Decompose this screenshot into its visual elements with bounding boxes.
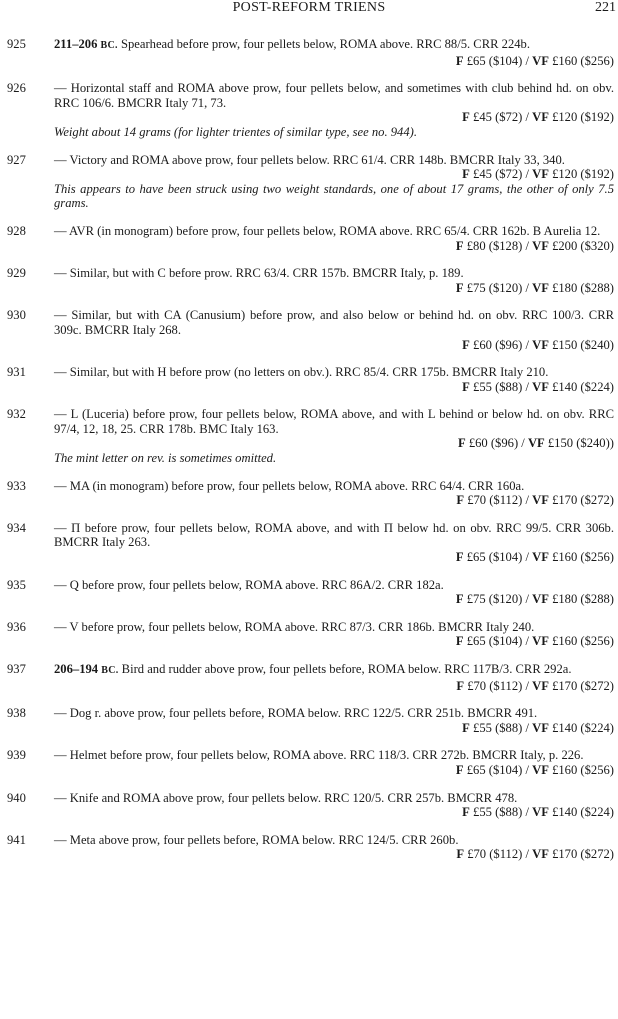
entry-note: The mint letter on rev. is sometimes omitted.	[54, 451, 277, 466]
era-label: BC.	[100, 40, 118, 51]
entry-number: 925	[7, 37, 26, 51]
entry-price: F £55 ($88) / VF £140 ($224)	[462, 805, 614, 820]
entry-body	[54, 365, 614, 394]
entry-description: — Similar, but with C before prow. RRC 63/4. CRR 157b. BMCRR Italy, p. 189.	[54, 266, 464, 281]
entry-price: F £65 ($104) / VF £160 ($256)	[455, 634, 614, 649]
entry-price: F £70 ($112) / VF £170 ($272)	[456, 493, 614, 508]
entry-description: — Q before prow, four pellets below, ROMA above. RRC 86A/2. CRR 182a.	[54, 577, 444, 592]
entry	[0, 706, 618, 735]
entry-body	[54, 620, 614, 649]
entry-number: 929	[7, 266, 26, 281]
entry-price: F £70 ($112) / VF £170 ($272)	[456, 678, 614, 693]
entry-body	[54, 266, 614, 295]
entry	[0, 748, 618, 777]
entry-price: F £65 ($104) / VF £160 ($256)	[455, 762, 614, 777]
entry-note: This appears to have been struck using two weight standards, one of about 17 grams, the other of only 7.5 grams.	[54, 181, 614, 211]
entry-description: — Horizontal staff and ROMA above prow, four pellets below, and sometimes with club behind hd. on obv. RRC 106/6. BMCRR Italy 71, 73.	[54, 81, 614, 110]
entry-description: — L (Luceria) before prow, four pellets below, ROMA above, and with L behind or below hd. on obv. RRC 97/4, 12, 18, 25. CRR 178b. BMC Italy 163.	[54, 407, 614, 436]
page-title: POST-REFORM TRIENS	[232, 0, 386, 15]
entry	[0, 662, 618, 693]
entry-price: F £60 ($96) / VF £150 ($240))	[457, 436, 614, 451]
entry	[0, 81, 618, 139]
entry-body	[54, 748, 614, 777]
entry-description: — Victory and ROMA above prow, four pellets below. RRC 61/4. CRR 148b. BMCRR Italy 33, 340.	[54, 152, 565, 167]
entry-description: — Dog r. above prow, four pellets before, ROMA below. RRC 122/5. CRR 251b. BMCRR 491.	[54, 706, 538, 721]
entry-number: 927	[7, 152, 26, 167]
entry-body	[54, 578, 614, 607]
entry-number: 926	[7, 81, 26, 96]
entry-number: 939	[7, 748, 26, 763]
entry-body	[54, 662, 614, 693]
entry-number: 930	[7, 308, 26, 323]
entry-description: — MA (in monogram) before prow, four pellets below, ROMA above. RRC 64/4. CRR 160a.	[54, 478, 525, 493]
entry-price: F £45 ($72) / VF £120 ($192)	[462, 110, 614, 125]
page-number: 221	[595, 0, 616, 15]
entry-body	[54, 706, 614, 735]
entry-price: F £55 ($88) / VF £140 ($224)	[462, 379, 614, 394]
entry-body	[54, 153, 614, 211]
entry-body	[54, 81, 614, 139]
date-range: 206–194	[54, 662, 99, 676]
entry-price: F £60 ($96) / VF £150 ($240)	[462, 337, 614, 352]
entry-body	[54, 407, 614, 465]
entry	[0, 308, 618, 352]
entry-description: — V before prow, four pellets below, ROMA above. RRC 87/3. CRR 186b. BMCRR Italy 240.	[54, 619, 535, 634]
entry	[0, 224, 618, 253]
running-header	[0, 0, 618, 20]
entry	[0, 791, 618, 820]
entry-body	[54, 37, 614, 68]
entry-description: — Knife and ROMA above prow, four pellets below. RRC 120/5. CRR 257b. BMCRR 478.	[54, 790, 518, 805]
entry-body	[54, 521, 614, 565]
entry	[0, 407, 618, 465]
entry-number: 934	[7, 520, 26, 535]
entry-price: F £75 ($120) / VF £180 ($288)	[455, 592, 614, 607]
entry-price: F £75 ($120) / VF £180 ($288)	[455, 280, 614, 295]
entry-body	[54, 479, 614, 508]
entry-description: Bird and rudder above prow, four pellets before, ROMA below. RRC 117B/3. CRR 292a.	[118, 662, 572, 676]
entry	[0, 578, 618, 607]
entry-description: — Helmet before prow, four pellets below, ROMA above. RRC 118/3. CRR 272b. BMCRR Italy, p. 226.	[54, 748, 584, 763]
entry	[0, 521, 618, 565]
entry-number: 933	[7, 478, 26, 493]
entry-price: F £80 ($128) / VF £200 ($320)	[455, 238, 614, 253]
entry-number: 940	[7, 790, 26, 805]
entry-body	[54, 224, 614, 253]
entry	[0, 620, 618, 649]
entry	[0, 37, 618, 68]
entry	[0, 479, 618, 508]
entry-description: — Similar, but with CA (Canusium) before prow, and also below or behind hd. on obv. RRC 100/3. CRR 309c. BMCRR Italy 268.	[54, 308, 614, 337]
entry-description: — Similar, but with H before prow (no letters on obv.). RRC 85/4. CRR 175b. BMCRR Italy 210.	[54, 365, 549, 380]
entry-number: 938	[7, 706, 26, 721]
entry-body	[54, 791, 614, 820]
entry	[0, 153, 618, 211]
entry-price: F £45 ($72) / VF £120 ($192)	[462, 167, 614, 182]
entry-body	[54, 308, 614, 352]
entry-number: 931	[7, 365, 26, 380]
date-range: 211–206	[54, 37, 98, 51]
entry-number: 936	[7, 619, 26, 634]
entry-list	[0, 37, 618, 875]
entry	[0, 266, 618, 295]
era-label: BC.	[101, 665, 119, 676]
entry-number: 935	[7, 577, 26, 592]
entry-number: 937	[7, 662, 26, 676]
entry-note: Weight about 14 grams (for lighter trientes of similar type, see no. 944).	[54, 124, 417, 139]
entry-number: 932	[7, 407, 26, 422]
entry-description: — Meta above prow, four pellets before, ROMA below. RRC 124/5. CRR 260b.	[54, 832, 459, 847]
entry	[0, 365, 618, 394]
entry	[0, 833, 618, 862]
entry-body	[54, 833, 614, 862]
entry-description: — Π before prow, four pellets below, ROMA above, and with Π below hd. on obv. RRC 99/5. CRR 306b. BMCRR Italy 263.	[54, 520, 614, 550]
entry-number: 941	[7, 832, 26, 847]
entry-price: F £70 ($112) / VF £170 ($272)	[456, 847, 614, 862]
entry-description: Spearhead before prow, four pellets below, ROMA above. RRC 88/5. CRR 224b.	[117, 37, 530, 51]
entry-description: — AVR (in monogram) before prow, four pellets below, ROMA above. RRC 65/4. CRR 162b. B Aurelia 12.	[54, 223, 601, 238]
entry-price: F £55 ($88) / VF £140 ($224)	[462, 720, 614, 735]
entry-price: F £65 ($104) / VF £160 ($256)	[455, 53, 614, 68]
entry-number: 928	[7, 223, 26, 238]
entry-price: F £65 ($104) / VF £160 ($256)	[455, 550, 614, 565]
